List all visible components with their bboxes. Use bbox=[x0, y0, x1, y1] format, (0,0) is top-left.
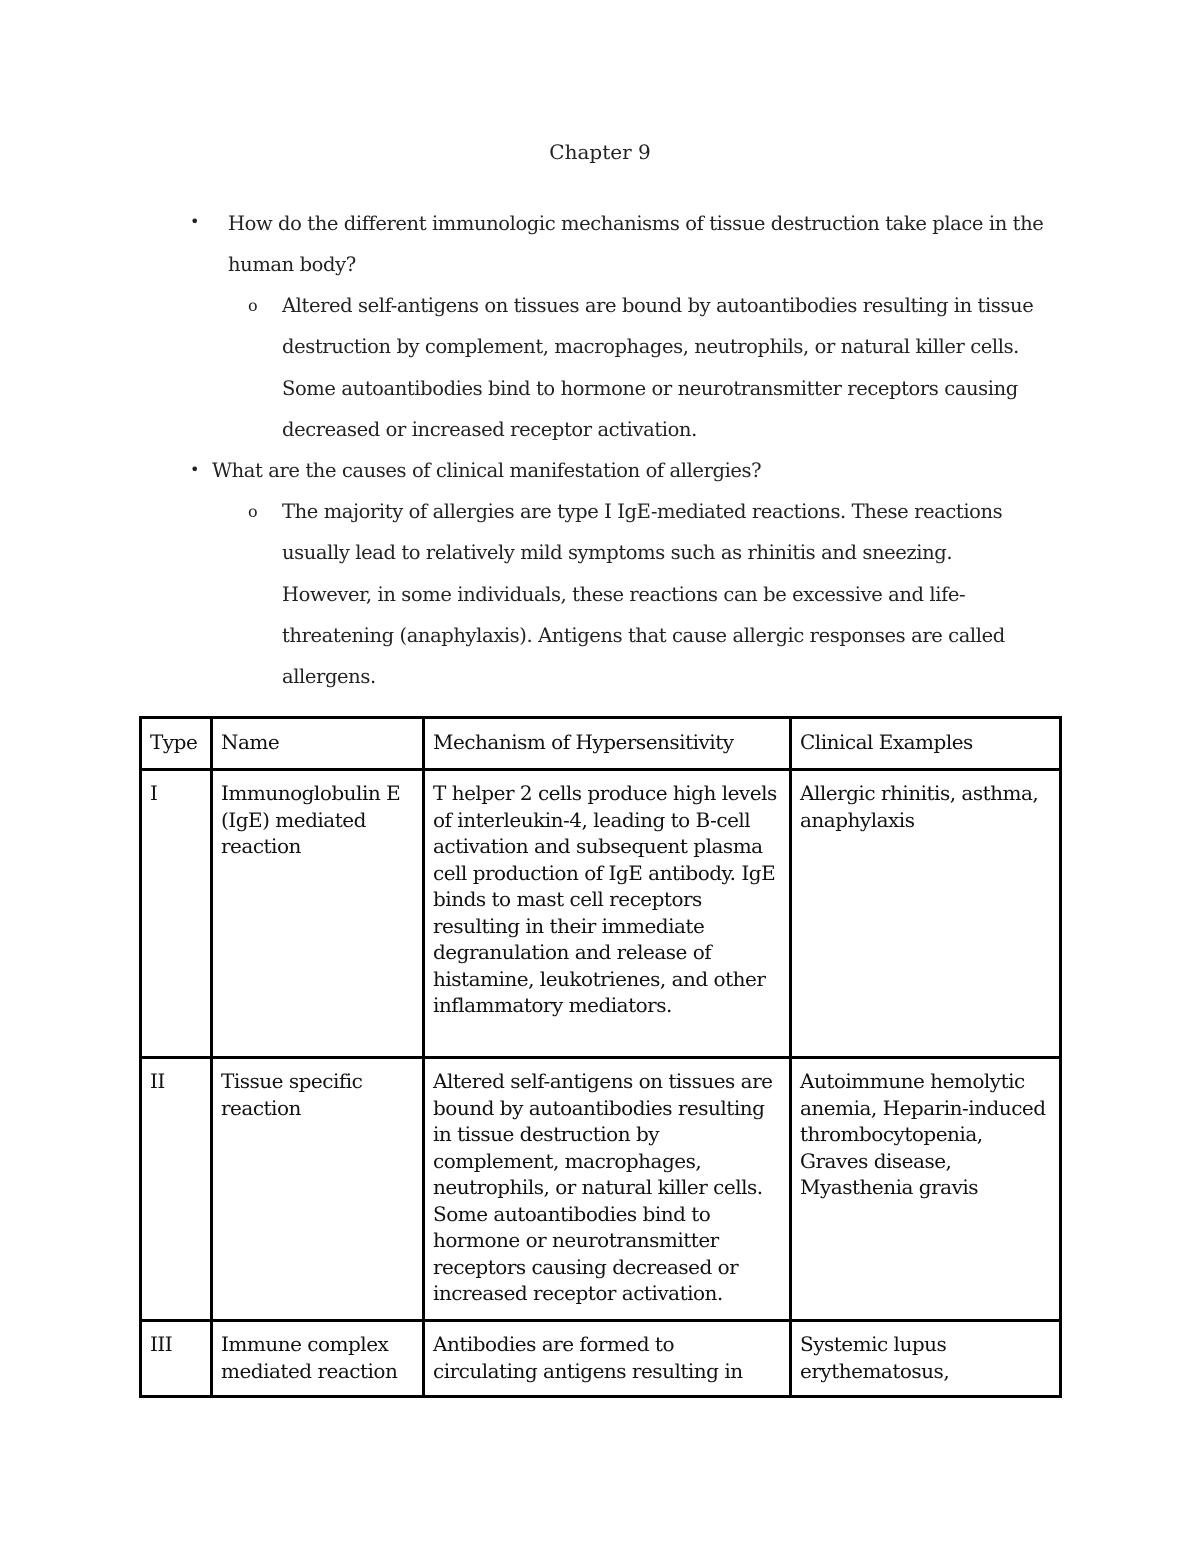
header-type: Type bbox=[141, 718, 212, 770]
sub-bullet-icon: o bbox=[248, 502, 258, 521]
cell-mechanism: Altered self-antigens on tissues are bound by autoantibodies resulting in tissue destruction by complement, macrophages, neutrophils, or natural killer cells. Some autoantibodies bind to hormone or neurotransmitter receptors causing decreased or increased receptor activation. bbox=[424, 1058, 791, 1321]
table-row bbox=[141, 770, 1061, 1058]
page-title: Chapter 9 bbox=[549, 140, 651, 164]
bullet-icon: • bbox=[190, 212, 200, 231]
header-name: Name bbox=[212, 718, 424, 770]
cell-type: I bbox=[141, 770, 212, 1058]
question-1-text: How do the different immunologic mechanisms of tissue destruction take place in the human body? bbox=[228, 212, 1044, 277]
cell-type: III bbox=[141, 1321, 212, 1397]
answer-1: Altered self-antigens on tissues are bound by autoantibodies resulting in tissue destruction by complement, macrophages, neutrophils, or natural killer cells. Some autoantibodies bind to hormone or neurotransmitter receptors causing decreased or increased receptor activation. bbox=[282, 294, 1034, 441]
cell-name: Immune complex mediated reaction bbox=[212, 1321, 424, 1397]
hypersensitivity-table bbox=[139, 716, 1062, 1398]
cell-name: Tissue specific reaction bbox=[212, 1058, 424, 1321]
sub-bullet-icon: o bbox=[248, 296, 258, 315]
question-2: What are the causes of clinical manifestation of allergies? bbox=[212, 459, 762, 482]
question-1 bbox=[212, 203, 1088, 286]
cell-name: Immunoglobulin E (IgE) mediated reaction bbox=[212, 770, 424, 1058]
header-mechanism: Mechanism of Hypersensitivity bbox=[424, 718, 791, 770]
header-clinical-examples: Clinical Examples bbox=[791, 718, 1061, 770]
answer-2: The majority of allergies are type I IgE-mediated reactions. These reactions usually lead to relatively mild symptoms such as rhinitis and sneezing. However, in some individuals, these reactions can be excessive and life-threatening (anaphylaxis). Antigens that cause allergic responses are called allergens. bbox=[282, 500, 1005, 689]
table-row bbox=[141, 1058, 1061, 1321]
cell-clinical-examples: Systemic lupus erythematosus, bbox=[791, 1321, 1061, 1397]
bullet-icon: • bbox=[190, 460, 200, 479]
table-header-row bbox=[141, 718, 1061, 770]
cell-type: II bbox=[141, 1058, 212, 1321]
cell-clinical-examples: Allergic rhinitis, asthma, anaphylaxis bbox=[791, 770, 1061, 1058]
cell-clinical-examples: Autoimmune hemolytic anemia, Heparin-induced thrombocytopenia, Graves disease, Myasthenia gravis bbox=[791, 1058, 1061, 1321]
cell-mechanism: T helper 2 cells produce high levels of interleukin-4, leading to B-cell activation and subsequent plasma cell production of IgE antibody. IgE binds to mast cell receptors resulting in their immediate degranulation and release of histamine, leukotrienes, and other inflammatory mediators. bbox=[424, 770, 791, 1058]
table-row bbox=[141, 1321, 1061, 1397]
cell-mechanism: Antibodies are formed to circulating antigens resulting in bbox=[424, 1321, 791, 1397]
